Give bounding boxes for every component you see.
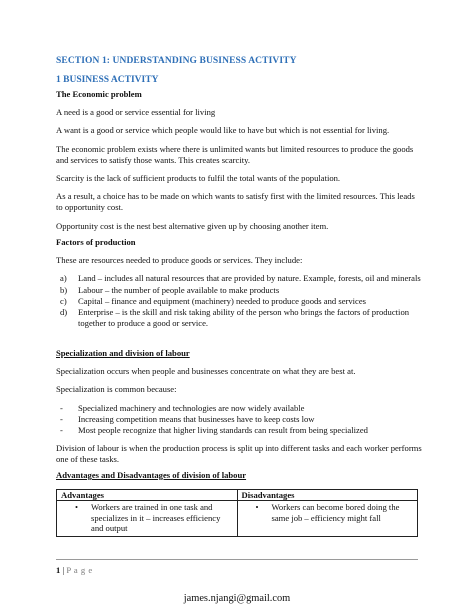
advantage-cell [57, 501, 238, 537]
economic-problem-section [56, 89, 422, 232]
specialization-definition: Specialization occurs when people and businesses concentrate on what they are best at. [56, 366, 356, 377]
disadvantage-cell [237, 501, 418, 537]
table-row [57, 501, 418, 537]
factors-heading: Factors of production [56, 237, 136, 247]
adv-table-heading: Advantages and Disadvantages of division of labour [56, 470, 247, 480]
bullet-icon: • [75, 502, 79, 512]
specialization-reasons-intro: Specialization is common because: [56, 384, 177, 395]
disadvantage-text: Workers can become bored doing the same job – efficiency might fall [271, 502, 400, 523]
footer-divider [56, 559, 418, 560]
list-item: c) Capital – finance and equipment (machinery) needed to produce goods and services [60, 295, 367, 306]
page-number: 1 | P a g e [56, 565, 93, 575]
section-title: SECTION 1: UNDERSTANDING BUSINESS ACTIVITY [56, 56, 297, 66]
list-item: - Most people recognize that higher living standards can result from being specialized [60, 425, 368, 436]
paragraph-choice: As a result, a choice has to be made on which wants to satisfy first with the limited resources. This leads to opportunity cost. [56, 191, 415, 213]
disadvantages-column-header: Disadvantages [237, 490, 418, 501]
advantage-text: Workers are trained in one task and specializes in it – increases efficiency and output [91, 502, 221, 534]
factors-list [56, 273, 422, 329]
economic-problem-heading: The Economic problem [56, 89, 142, 99]
paragraph-want: A want is a good or service which people would like to have but which is not essential for living. [56, 125, 390, 136]
paragraph-opportunity-cost: Opportunity cost is the nest best alternative given up by choosing another item. [56, 220, 329, 231]
table-header-row [57, 490, 418, 501]
bullet-icon: • [255, 502, 259, 512]
factors-intro: These are resources needed to produce goods or services. They include: [56, 255, 303, 266]
specialization-heading: Specialization and division of labour [56, 348, 190, 358]
author-email: james.njangi@gmail.com [183, 593, 291, 604]
advantages-table [56, 489, 418, 537]
list-item: b) Labour – the number of people available to make products [60, 284, 280, 295]
specialization-reasons-list [56, 403, 422, 437]
list-item: - Increasing competition means that businesses have to keep costs low [60, 413, 315, 424]
subsection-title: 1 BUSINESS ACTIVITY [56, 75, 159, 85]
list-item: d) Enterprise – is the skill and risk taking ability of the person who brings the factors of production together to produce a good or service. [60, 307, 410, 329]
list-item: - Specialized machinery and technologies are now widely available [60, 402, 305, 413]
paragraph-scarcity: Scarcity is the lack of sufficient products to fulfil the total wants of the population. [56, 173, 341, 184]
division-of-labour-definition: Division of labour is when the production process is split up into different tasks and each worker performs one of these tasks. [56, 443, 422, 465]
list-item: a) Land – includes all natural resources that are provided by nature. Example, forests, oil and minerals [60, 273, 421, 284]
paragraph-economic-problem: The economic problem exists where there is unlimited wants but limited resources to produce the goods and services to satisfy those wants. This creates scarcity. [56, 143, 414, 165]
specialization-section [56, 348, 422, 466]
factors-section [56, 237, 422, 329]
paragraph-need: A need is a good or service essential for living [56, 107, 216, 118]
advantages-column-header: Advantages [57, 490, 238, 501]
